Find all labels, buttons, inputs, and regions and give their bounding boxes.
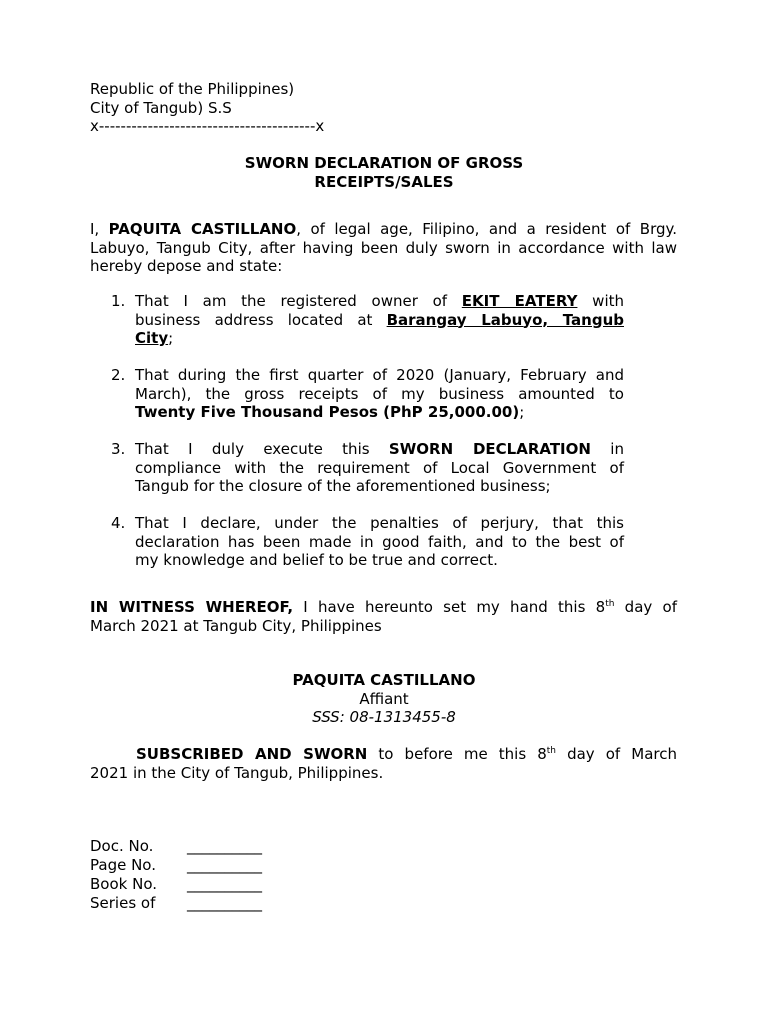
item-1-text-c: business address located at: [135, 310, 387, 329]
witness-text-a: I have hereunto set my hand this 8: [293, 598, 606, 616]
title-line-2: RECEIPTS/SALES: [314, 172, 454, 191]
jurat-heading: SUBSCRIBED AND SWORN: [136, 745, 368, 763]
list-item-text: [135, 514, 624, 570]
item-4-line-2: declaration has been made in good faith, and to the best of: [135, 532, 624, 551]
title-line-1: SWORN DECLARATION OF GROSS: [244, 154, 524, 172]
venue-separator: x----------------------------------------x: [90, 117, 325, 135]
notarial-row-doc: [90, 837, 390, 856]
item-3-line-2: compliance with the requirement of Local Government of: [135, 458, 624, 477]
intro-line-3: hereby depose and state:: [90, 257, 283, 275]
business-address-city: City: [135, 329, 169, 347]
venue-line-city: City of Tangub) S.S: [90, 98, 232, 117]
list-item-number: 4.: [111, 514, 126, 532]
item-3-text-a: That I duly execute this: [135, 440, 389, 458]
jurat-text-a: to before me this 8: [367, 745, 547, 763]
item-1-line-3: [135, 329, 173, 347]
notarial-row-series: [90, 894, 390, 913]
jurat-line-1: [90, 745, 677, 764]
document-title: [0, 154, 768, 191]
business-name: EKIT EATERY: [461, 292, 578, 310]
notarial-register: [90, 837, 390, 913]
witness-line-2: March 2021 at Tangub City, Philippines: [90, 616, 382, 635]
list-item-text: [135, 440, 624, 496]
affiant-signature-block: [0, 671, 768, 727]
affiant-role: Affiant: [359, 689, 409, 708]
intro-line-1-rest: , of legal age, Filipino, and a resident of Brgy.: [296, 220, 677, 238]
intro-paragraph: [90, 220, 677, 276]
venue-line-republic: Republic of the Philippines): [90, 80, 295, 98]
item-3-text-c: in: [590, 440, 624, 458]
item-4-line-3: my knowledge and belief to be true and correct.: [135, 551, 498, 569]
series-of-label: Series of: [90, 894, 156, 912]
affiant-name: PAQUITA CASTILLANO: [292, 671, 476, 689]
item-1-line-1: [135, 292, 624, 311]
ordinal-suffix: th: [605, 599, 615, 609]
item-2-end: ;: [519, 403, 525, 421]
notarial-row-book: [90, 875, 390, 894]
page-no-blank: __________: [187, 856, 262, 874]
list-item-number: 3.: [111, 440, 126, 458]
item-2-line-1: That during the first quarter of 2020 (January, February and: [135, 366, 624, 384]
gross-receipts-amount: Twenty Five Thousand Pesos (PhP 25,000.00): [135, 403, 520, 421]
item-2-line-2: March), the gross receipts of my business amounted to: [135, 384, 624, 403]
item-1-text-a: That I am the registered owner of: [135, 292, 462, 310]
ordinal-suffix: th: [546, 746, 557, 756]
item-4-line-1: That I declare, under the penalties of perjury, that this: [135, 514, 624, 532]
item-2-line-3: [135, 403, 524, 421]
notarial-row-page: [90, 856, 390, 875]
book-no-label: Book No.: [90, 875, 158, 893]
sworn-declaration-term: SWORN DECLARATION: [388, 440, 591, 458]
list-item-number: 2.: [111, 366, 126, 384]
doc-no-blank: __________: [187, 837, 262, 855]
intro-line-2: Labuyo, Tangub City, after having been duly sworn in accordance with law: [90, 238, 677, 257]
series-of-blank: __________: [187, 894, 262, 912]
page-no-label: Page No.: [90, 856, 156, 874]
witness-line-1: [90, 598, 677, 617]
affiant-name-inline: PAQUITA CASTILLANO: [108, 220, 297, 238]
item-1-line-2: [135, 311, 624, 330]
venue-block: [90, 80, 324, 136]
list-item-text: [135, 292, 624, 348]
business-address: Barangay Labuyo, Tangub: [386, 310, 624, 329]
jurat-line-2: 2021 in the City of Tangub, Philippines.: [90, 763, 384, 782]
intro-line-1: [90, 220, 677, 239]
affiant-sss-number: SSS: 08-1313455-8: [312, 708, 456, 726]
jurat-text-b: day of March: [556, 745, 677, 763]
book-no-blank: __________: [187, 875, 262, 893]
jurat-clause: [90, 745, 677, 782]
list-item-number: 1.: [111, 292, 126, 310]
item-3-line-1: [135, 440, 624, 459]
item-1-text-b: with: [577, 292, 624, 310]
witness-heading: IN WITNESS WHEREOF,: [90, 598, 294, 616]
list-item-text: [135, 366, 624, 422]
intro-prefix: I,: [90, 220, 109, 238]
item-3-line-3: Tangub for the closure of the aforementioned business;: [135, 477, 551, 495]
witness-clause: [90, 598, 677, 635]
witness-text-b: day of: [614, 598, 677, 616]
item-1-text-d: ;: [168, 329, 174, 347]
doc-no-label: Doc. No.: [90, 837, 154, 855]
